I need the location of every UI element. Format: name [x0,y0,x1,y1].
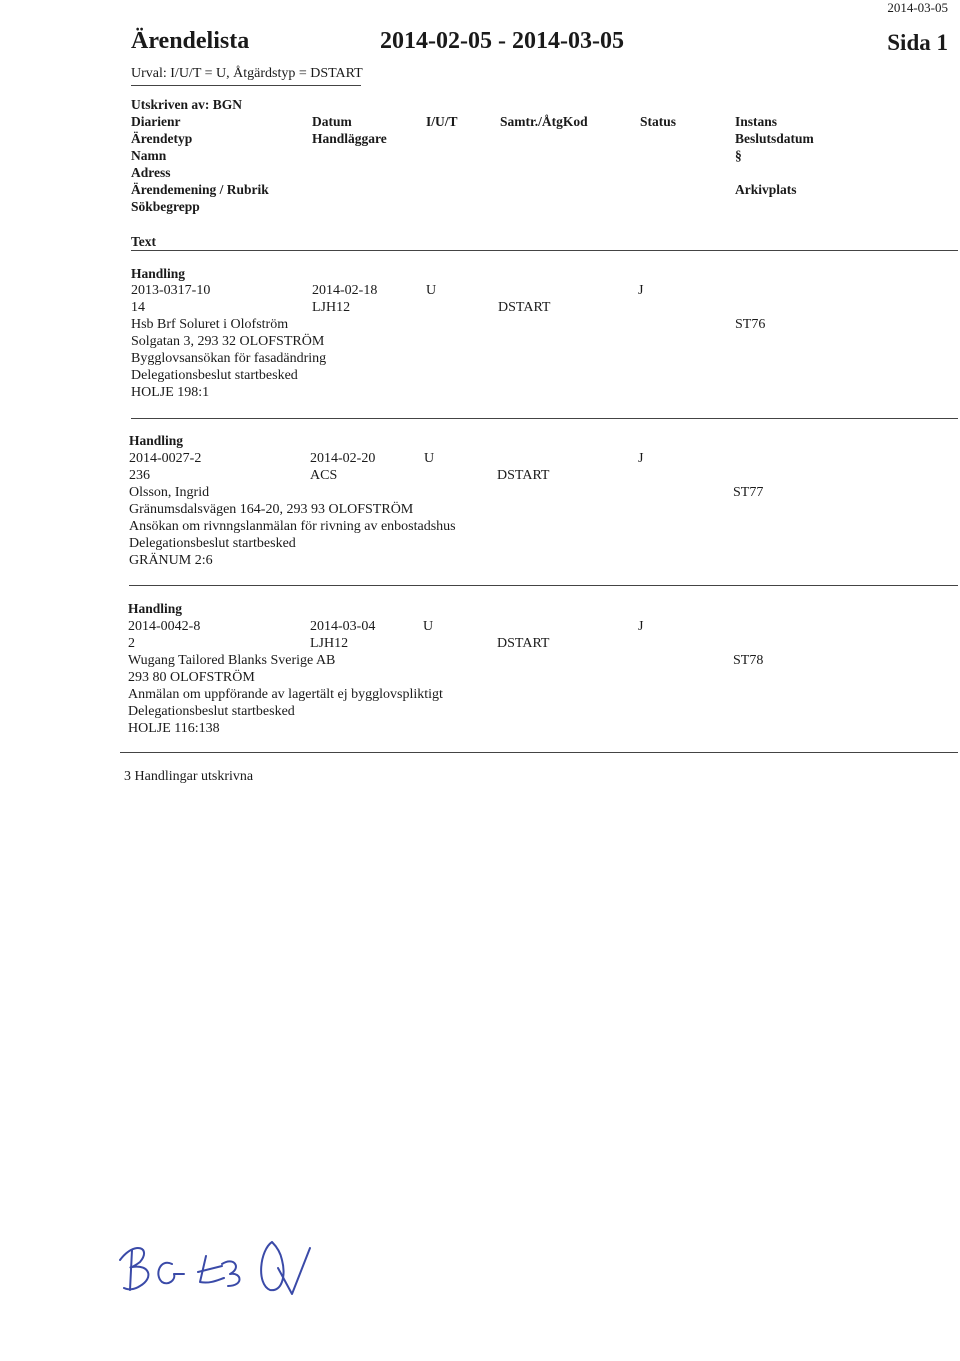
record-adress: 293 80 OLOFSTRÖM [128,670,255,685]
record-diarienr: 2014-0027-2 [129,451,202,466]
page-number: Sida 1 [887,30,948,55]
header-rule [131,250,958,251]
col-sokbegrepp: Sökbegrepp [131,199,200,214]
record-iut: U [423,619,434,634]
col-diarienr: Diarienr [131,114,181,129]
record-sokbegrepp: HOLJE 116:138 [128,721,220,736]
col-beslutsdatum: Beslutsdatum [735,131,814,146]
record-adress: Gränumsdalsvägen 164-20, 293 93 OLOFSTRÖM [129,502,414,517]
col-arendemening: Ärendemening / Rubrik [131,182,269,197]
col-arkivplats: Arkivplats [735,182,797,197]
record-handlaggare: ACS [310,468,338,483]
record-separator [129,585,958,586]
col-samtr: Samtr./ÅtgKod [500,114,588,129]
record-instans: J [638,451,644,466]
record-sokbegrepp: GRÄNUM 2:6 [129,553,213,568]
record-sokbegrepp: HOLJE 198:1 [131,385,210,400]
col-text: Text [131,234,157,249]
record-arendetyp: 14 [131,300,145,315]
record-arendetyp: 236 [129,468,150,483]
record-text: Delegationsbeslut startbesked [128,704,295,719]
record-samtr: DSTART [497,636,550,651]
record-handlaggare: LJH12 [312,300,351,315]
col-arendetyp: Ärendetyp [131,131,193,146]
record-datum: 2014-02-18 [312,283,378,298]
col-adress: Adress [131,165,171,180]
selection-underline [131,85,361,86]
record-namn: Wugang Tailored Blanks Sverige AB [128,653,336,668]
record-datum: 2014-03-04 [310,619,376,634]
record-handlaggare: LJH12 [310,636,349,651]
record-text: Delegationsbeslut startbesked [131,368,298,383]
date-range: 2014-02-05 - 2014-03-05 [380,28,624,54]
record-arkivplats: ST78 [733,653,764,668]
summary-count: 3 Handlingar utskrivna [124,769,254,784]
col-instans: Instans [735,114,778,129]
record-namn: Hsb Brf Soluret i Olofström [131,317,289,332]
record-rubrik: Bygglovsansökan för fasadändring [131,351,327,366]
record-instans: J [638,619,644,634]
record-instans: J [638,283,644,298]
record-iut: U [424,451,435,466]
record-rubrik: Anmälan om uppförande av lagertält ej bygglovspliktigt [128,687,443,702]
handwritten-initials [110,1220,330,1310]
record-adress: Solgatan 3, 293 32 OLOFSTRÖM [131,334,325,349]
record-diarienr: 2013-0317-10 [131,283,211,298]
record-namn: Olsson, Ingrid [129,485,210,500]
col-status: Status [640,114,677,129]
col-namn: Namn [131,148,167,163]
record-diarienr: 2014-0042-8 [128,619,201,634]
col-paragraf: § [735,148,742,163]
record-iut: U [426,283,437,298]
record-arendetyp: 2 [128,636,135,651]
record-samtr: DSTART [498,300,551,315]
record-text: Delegationsbeslut startbesked [129,536,296,551]
page-title: Ärendelista [131,28,250,54]
record-label: Handling [129,433,184,448]
record-label: Handling [131,266,186,281]
record-samtr: DSTART [497,468,550,483]
record-label: Handling [128,601,183,616]
col-iut: I/U/T [426,114,458,129]
record-datum: 2014-02-20 [310,451,376,466]
record-arkivplats: ST76 [735,317,766,332]
record-separator [120,752,958,753]
record-arkivplats: ST77 [733,485,764,500]
record-rubrik: Ansökan om rivnngslanmälan för rivning av enbostadshus [129,519,456,534]
record-separator [131,418,958,419]
selection-criteria: Urval: I/U/T = U, Åtgärdstyp = DSTART [131,66,363,81]
col-handlaggare: Handläggare [312,131,387,146]
print-date: 2014-03-05 [887,0,948,15]
col-datum: Datum [312,114,352,129]
printed-by: Utskriven av: BGN [131,97,242,112]
